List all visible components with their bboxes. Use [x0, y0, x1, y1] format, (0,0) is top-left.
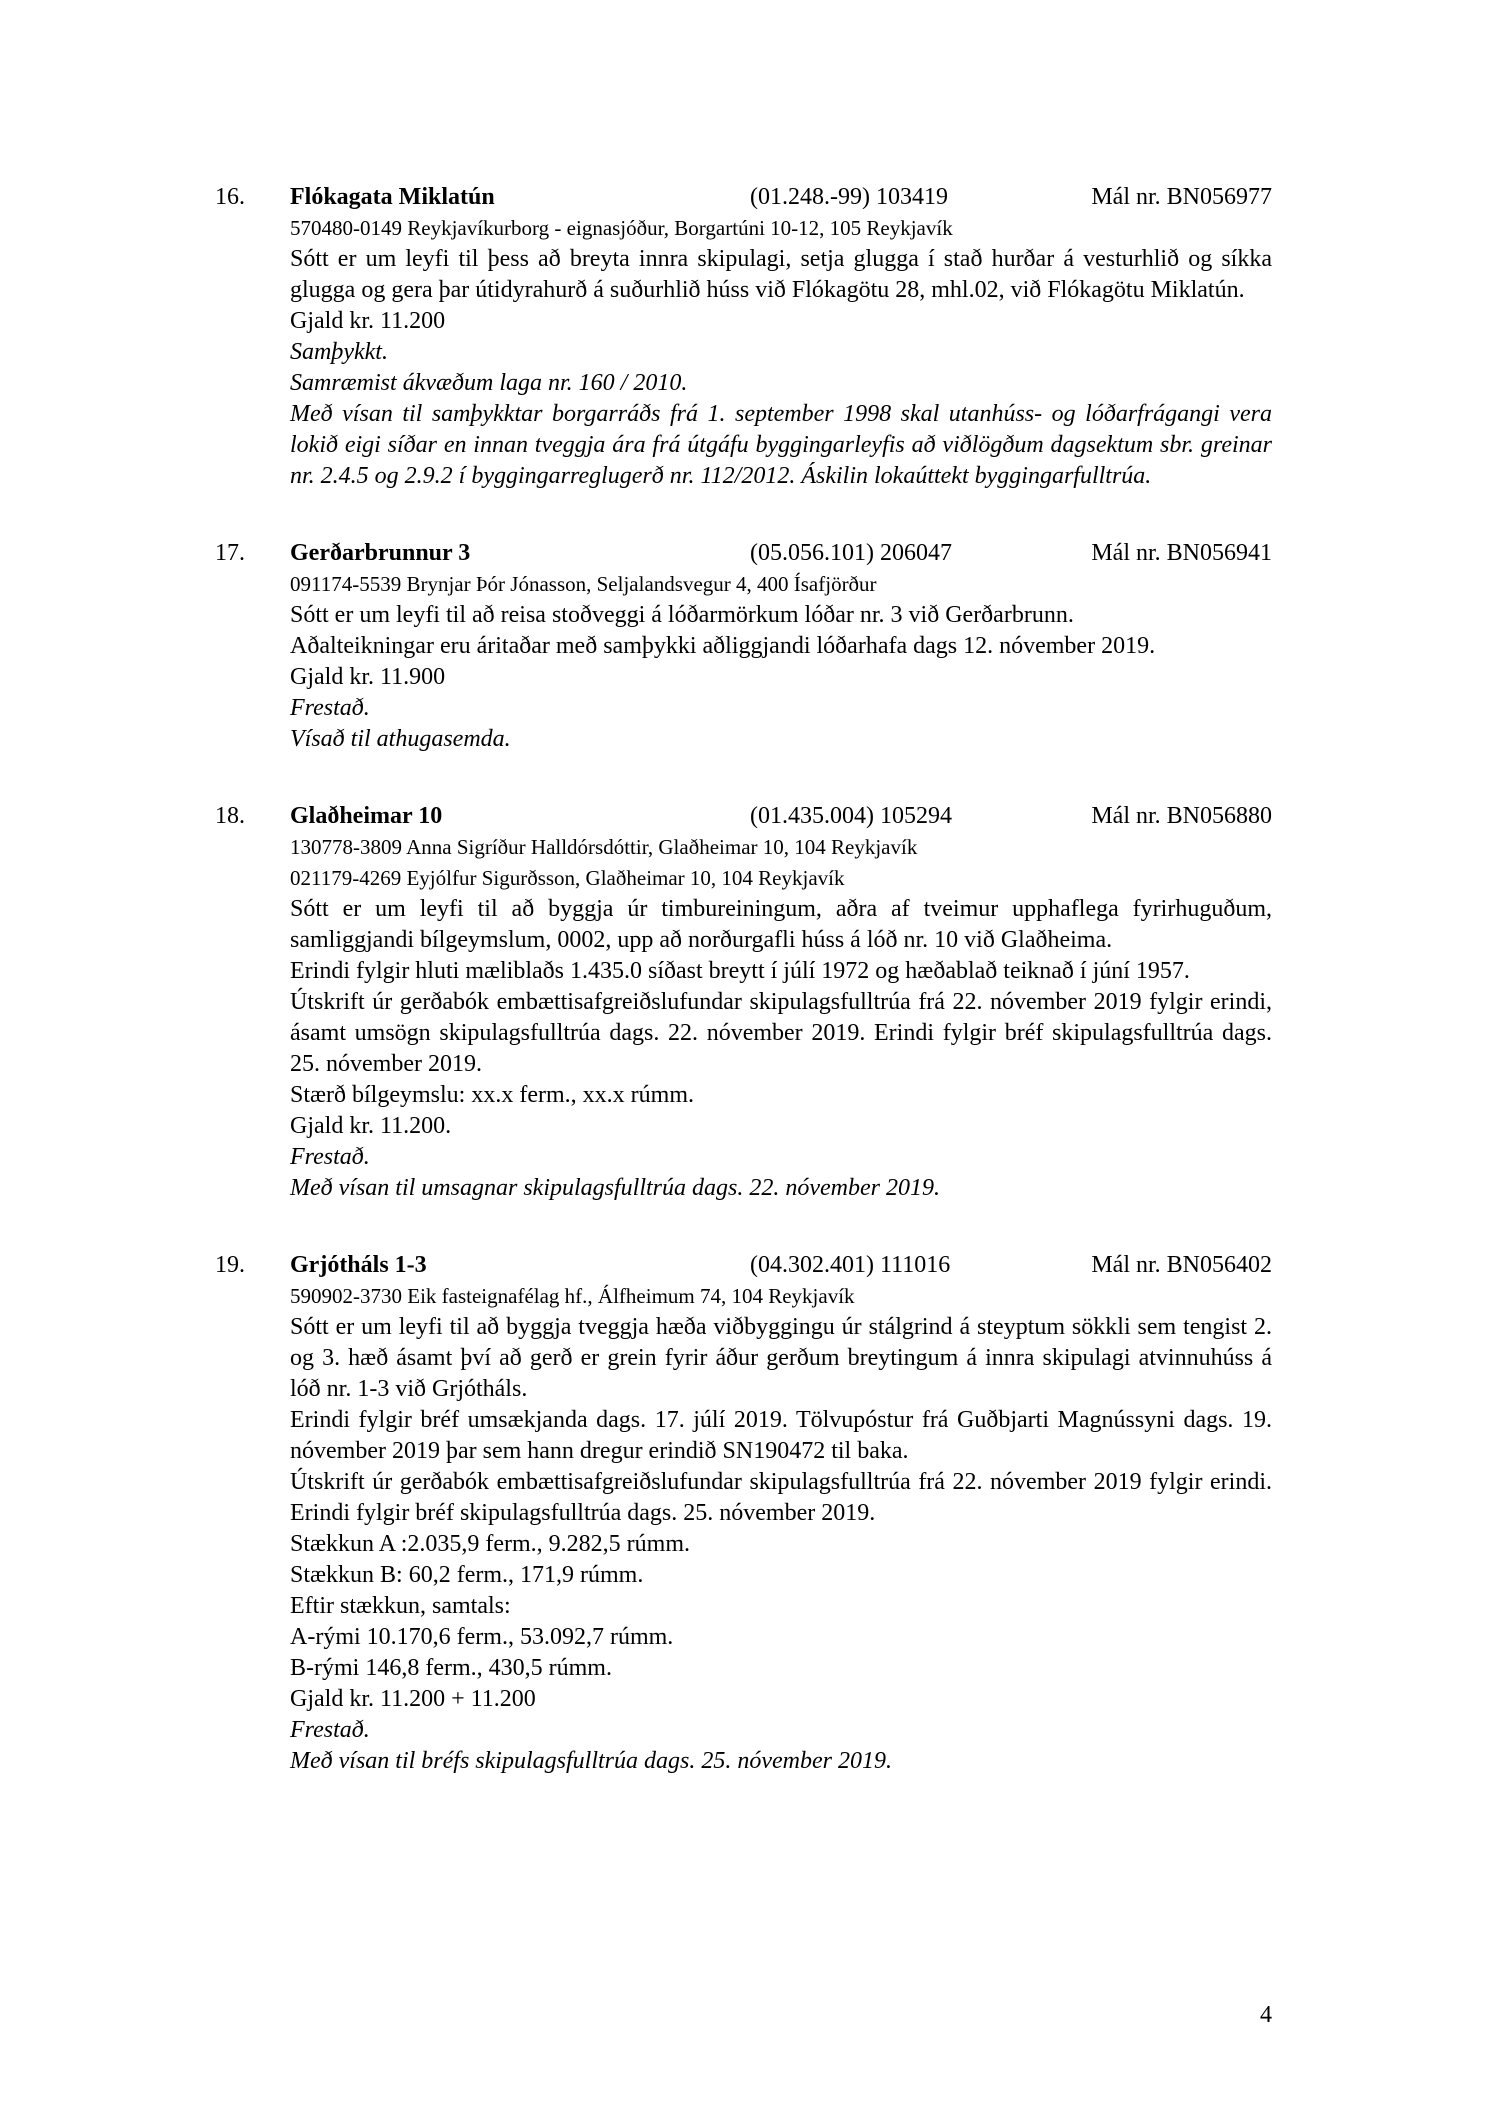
body-line: Sótt er um leyfi til að reisa stoðveggi á lóðarmörkum lóðar nr. 3 við Gerðarbrunn. — [290, 602, 1074, 628]
item-body — [290, 1281, 1272, 1777]
item-code: (04.302.401) 111016 — [750, 1252, 951, 1278]
item-case-number: Mál nr. BN056977 — [1091, 184, 1272, 210]
case-item — [215, 538, 1272, 755]
body-line: Útskrift úr gerðabók embættisafgreiðslufundar skipulagsfulltrúa frá 22. nóvember 2019 fylgir erindi. Erindi fylgir bréf skipulagsfulltrúa dags. 25. nóvember 2019. — [290, 1469, 1272, 1526]
decision-line: Samþykkt. — [290, 339, 388, 365]
applicant-line: 091174-5539 Brynjar Þór Jónasson, Seljalandsvegur 4, 400 Ísafjörður — [290, 572, 877, 596]
case-item-header — [215, 1250, 1272, 1281]
item-body — [290, 213, 1272, 492]
body-line: Stærð bílgeymslu: xx.x ferm., xx.x rúmm. — [290, 1082, 694, 1108]
decision-line: Frestað. — [290, 695, 370, 721]
decision-line: Vísað til athugasemda. — [290, 726, 511, 752]
decision-line: Frestað. — [290, 1144, 370, 1170]
case-item-header — [215, 182, 1272, 213]
body-line: Gjald kr. 11.200 — [290, 308, 446, 334]
body-line: Sótt er um leyfi til þess að breyta innra skipulagi, setja glugga í stað hurðar á vesturhlið og síkka glugga og gera þar útidyrahurð á suðurhlið húss við Flókagötu 28, mhl.02, við Flókagötu Miklatún. — [290, 246, 1272, 303]
item-title: Gerðarbrunnur 3 — [290, 540, 471, 566]
item-case-number: Mál nr. BN056941 — [1091, 540, 1272, 566]
decision-line: Með vísan til umsagnar skipulagsfulltrúa dags. 22. nóvember 2019. — [290, 1175, 940, 1201]
item-code: (01.435.004) 105294 — [750, 803, 952, 829]
body-line: Erindi fylgir bréf umsækjanda dags. 17. júlí 2019. Tölvupóstur frá Guðbjarti Magnússyni dags. 19. nóvember 2019 þar sem hann dregur erindið SN190472 til baka. — [290, 1407, 1272, 1464]
item-number: 16. — [215, 184, 245, 210]
item-number: 18. — [215, 803, 245, 829]
decision-line: Frestað. — [290, 1717, 370, 1743]
item-title: Flókagata Miklatún — [290, 184, 495, 210]
body-line: Útskrift úr gerðabók embættisafgreiðslufundar skipulagsfulltrúa frá 22. nóvember 2019 fylgir erindi, ásamt umsögn skipulagsfulltrúa dags. 22. nóvember 2019. Erindi fylgir bréf skipulagsfulltrúa dags. 25. nóvember 2019. — [290, 989, 1272, 1077]
item-title: Glaðheimar 10 — [290, 803, 443, 829]
body-line: Gjald kr. 11.200 + 11.200 — [290, 1686, 536, 1712]
body-line: A-rými 10.170,6 ferm., 53.092,7 rúmm. — [290, 1624, 674, 1650]
item-body — [290, 569, 1272, 755]
item-code: (01.248.-99) 103419 — [750, 184, 948, 210]
item-title: Grjótháls 1-3 — [290, 1252, 427, 1278]
case-item — [215, 182, 1272, 492]
body-line: Stækkun A :2.035,9 ferm., 9.282,5 rúmm. — [290, 1531, 691, 1557]
case-list — [215, 182, 1272, 1777]
item-case-number: Mál nr. BN056880 — [1091, 803, 1272, 829]
case-item — [215, 801, 1272, 1204]
item-code: (05.056.101) 206047 — [750, 540, 952, 566]
item-number: 17. — [215, 540, 245, 566]
body-line: Aðalteikningar eru áritaðar með samþykki aðliggjandi lóðarhafa dags 12. nóvember 2019. — [290, 633, 1156, 659]
body-line: Gjald kr. 11.200. — [290, 1113, 452, 1139]
applicant-line: 021179-4269 Eyjólfur Sigurðsson, Glaðheimar 10, 104 Reykjavík — [290, 866, 845, 890]
case-item-header — [215, 801, 1272, 832]
item-body — [290, 832, 1272, 1204]
page-number: 4 — [1260, 2002, 1272, 2028]
item-case-number: Mál nr. BN056402 — [1091, 1252, 1272, 1278]
item-number: 19. — [215, 1252, 245, 1278]
body-line: Erindi fylgir hluti mæliblaðs 1.435.0 síðast breytt í júlí 1972 og hæðablað teiknað í júní 1957. — [290, 958, 1190, 984]
body-line: Stækkun B: 60,2 ferm., 171,9 rúmm. — [290, 1562, 644, 1588]
applicant-line: 130778-3809 Anna Sigríður Halldórsdóttir, Glaðheimar 10, 104 Reykjavík — [290, 835, 918, 859]
decision-line: Með vísan til samþykktar borgarráðs frá 1. september 1998 skal utanhúss- og lóðarfrágangi vera lokið eigi síðar en innan tveggja ára frá útgáfu byggingarleyfis að viðlögðum dagsektum sbr. greinar nr. 2.4.5 og 2.9.2 í byggingarreglugerð nr. 112/2012. Áskilin lokaúttekt byggingarfulltrúa. — [290, 401, 1272, 489]
applicant-line: 590902-3730 Eik fasteignafélag hf., Álfheimum 74, 104 Reykjavík — [290, 1284, 855, 1308]
body-line: Sótt er um leyfi til að byggja úr timbureiningum, aðra af tveimur upphaflega fyrirhuguðum, samliggjandi bílgeymslum, 0002, upp að norðurgafli húss á lóð nr. 10 við Glaðheima. — [290, 896, 1272, 953]
body-line: Eftir stækkun, samtals: — [290, 1593, 511, 1619]
case-item-header — [215, 538, 1272, 569]
applicant-line: 570480-0149 Reykjavíkurborg - eignasjóður, Borgartúni 10-12, 105 Reykjavík — [290, 216, 953, 240]
case-item — [215, 1250, 1272, 1777]
decision-line: Samræmist ákvæðum laga nr. 160 / 2010. — [290, 370, 688, 396]
decision-line: Með vísan til bréfs skipulagsfulltrúa dags. 25. nóvember 2019. — [290, 1748, 892, 1774]
body-line: Gjald kr. 11.900 — [290, 664, 446, 690]
body-line: B-rými 146,8 ferm., 430,5 rúmm. — [290, 1655, 612, 1681]
body-line: Sótt er um leyfi til að byggja tveggja hæða viðbyggingu úr stálgrind á steyptum sökkli sem tengist 2. og 3. hæð ásamt því að gerð er grein fyrir áður gerðum breytingum á innra skipulagi atvinnuhúss á lóð nr. 1-3 við Grjótháls. — [290, 1314, 1272, 1402]
